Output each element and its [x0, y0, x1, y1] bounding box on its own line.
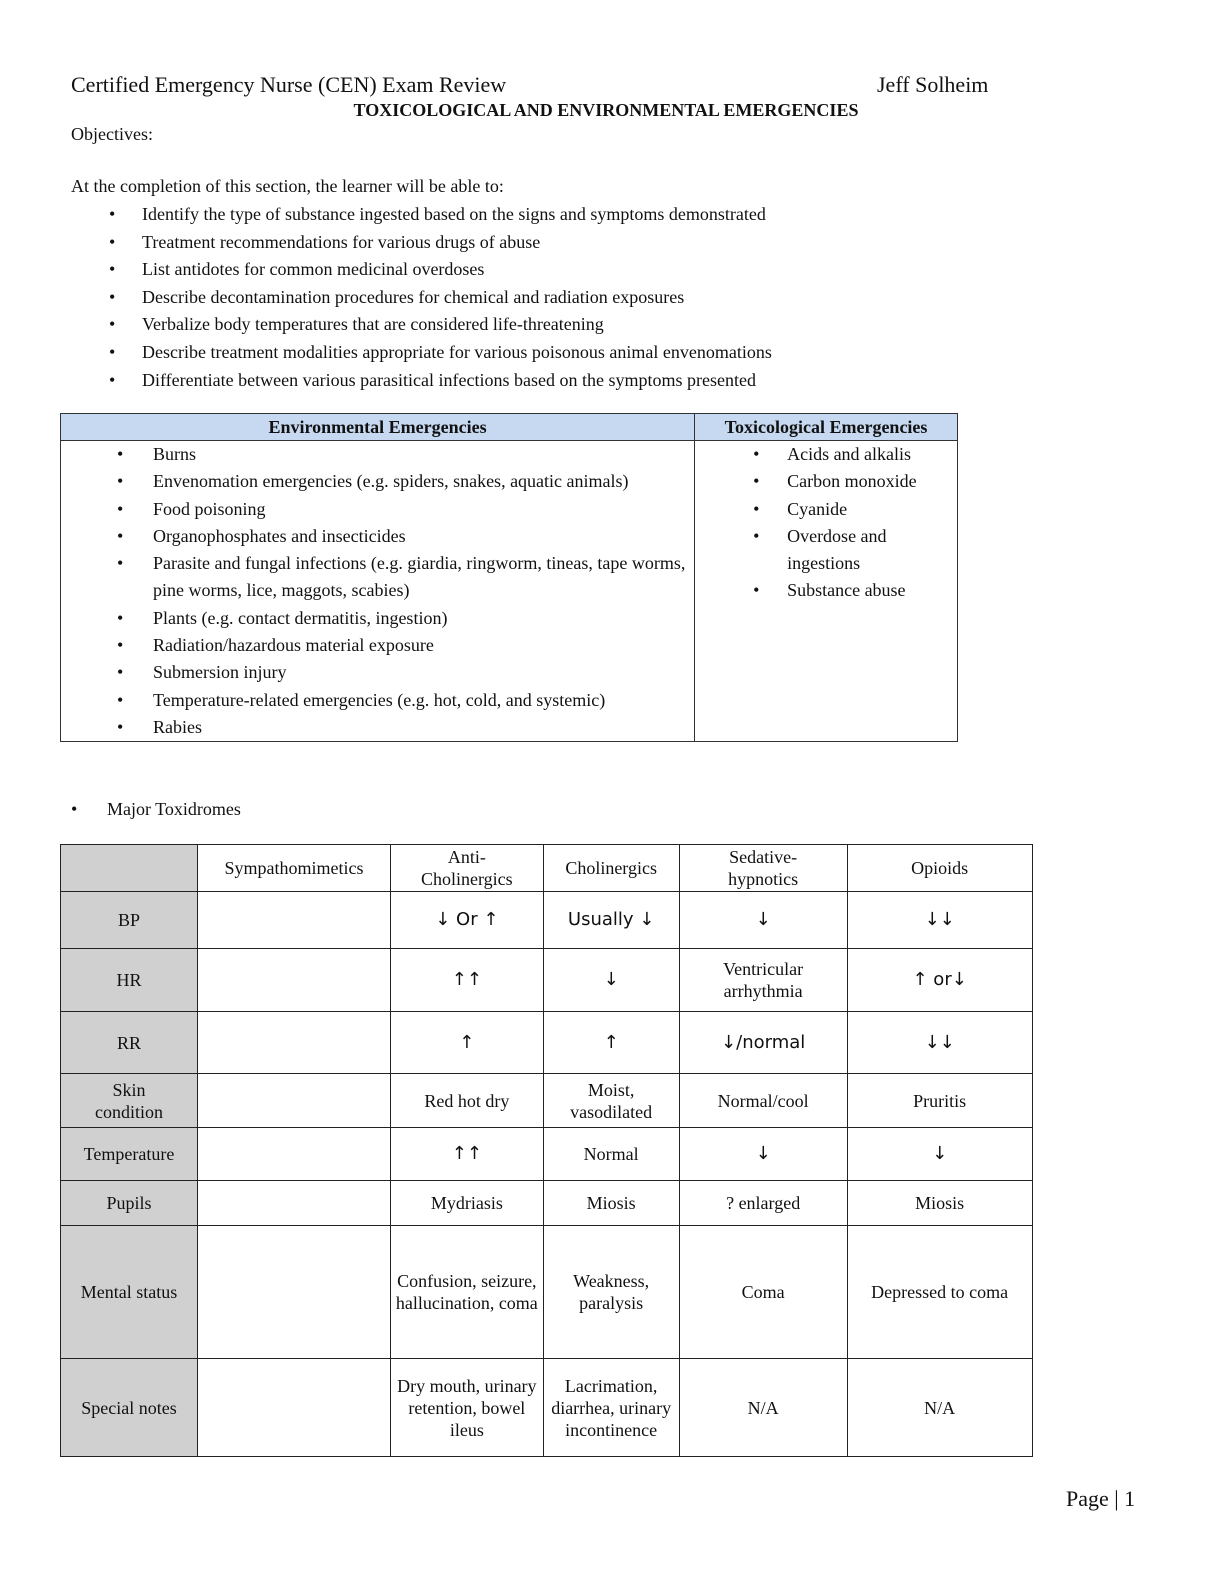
table-row — [61, 1012, 1033, 1074]
table-cell: ↑↑ — [391, 1128, 544, 1181]
table-cell: N/A — [679, 1359, 847, 1457]
tox-emergencies-cell — [695, 441, 958, 742]
major-toxidromes-label — [71, 799, 241, 820]
table-cell: N/A — [847, 1359, 1032, 1457]
table-cell — [198, 1074, 391, 1128]
table-cell: ↓ — [847, 1128, 1032, 1181]
env-emergency-item: • Temperature-related emergencies (e.g. hot, cold, and systemic) — [61, 687, 694, 714]
row-header: RR — [61, 1012, 198, 1074]
table-cell: ↓↓ — [847, 1012, 1032, 1074]
table-cell — [198, 1226, 391, 1359]
env-emergency-item: • Food poisoning — [61, 496, 694, 523]
objectives-heading: Objectives: — [71, 124, 153, 144]
tox-emergency-item: • Overdose and ingestions — [695, 523, 917, 578]
table-cell: ↑↑ — [391, 949, 544, 1012]
tox-emergency-item: • Acids and alkalis — [695, 441, 957, 468]
column-header: Sedative-hypnotics — [679, 845, 847, 892]
row-header: BP — [61, 892, 198, 949]
row-header: Pupils — [61, 1181, 198, 1226]
table-cell: Weakness, paralysis — [543, 1226, 679, 1359]
table-cell — [198, 892, 391, 949]
objectives-intro: At the completion of this section, the learner will be able to: — [71, 176, 504, 196]
table-cell: Miosis — [847, 1181, 1032, 1226]
objectives-list — [71, 201, 772, 394]
table-cell: ↓/normal — [679, 1012, 847, 1074]
table-cell — [198, 1181, 391, 1226]
env-emergencies-cell — [61, 441, 695, 742]
env-emergency-item: • Plants (e.g. contact dermatitis, ingestion) — [61, 605, 694, 632]
tox-emergency-item: • Substance abuse — [695, 577, 957, 604]
table-cell: Lacrimation, diarrhea, urinary incontinence — [543, 1359, 679, 1457]
section-title: TOXICOLOGICAL AND ENVIRONMENTAL EMERGENCIES — [353, 100, 859, 120]
env-emergency-item: • Radiation/hazardous material exposure — [61, 632, 694, 659]
row-header: Special notes — [61, 1359, 198, 1457]
table-cell: ↓ — [679, 1128, 847, 1181]
env-emergency-item: • Burns — [61, 441, 694, 468]
table-cell: ↓ Or ↑ — [391, 892, 544, 949]
table-cell: ↓ — [543, 949, 679, 1012]
objective-item: • Differentiate between various parasitical infections based on the symptoms presented — [71, 367, 772, 395]
env-emergency-item: • Submersion injury — [61, 659, 694, 686]
table-cell: ↑ or↓ — [847, 949, 1032, 1012]
objective-item: • Identify the type of substance ingested based on the signs and symptoms demonstrated — [71, 201, 772, 229]
table-cell: Depressed to coma — [847, 1226, 1032, 1359]
column-header: Cholinergics — [543, 845, 679, 892]
table-cell: Ventricular arrhythmia — [679, 949, 847, 1012]
objective-item: • Describe treatment modalities appropriate for various poisonous animal envenomations — [71, 339, 772, 367]
row-header: HR — [61, 949, 198, 1012]
table-cell: Pruritis — [847, 1074, 1032, 1128]
objective-item: • Describe decontamination procedures for chemical and radiation exposures — [71, 284, 772, 312]
major-toxidromes-text: Major Toxidromes — [107, 799, 241, 819]
table-cell: Dry mouth, urinary retention, bowel ileus — [391, 1359, 544, 1457]
tox-emergencies-list — [695, 441, 957, 605]
table-row — [61, 1074, 1033, 1128]
table-cell — [198, 1359, 391, 1457]
column-header: Sympathomimetics — [198, 845, 391, 892]
tox-emergencies-header: Toxicological Emergencies — [695, 414, 958, 441]
row-header: Skin condition — [61, 1074, 198, 1128]
objective-item: • Verbalize body temperatures that are considered life-threatening — [71, 311, 772, 339]
table-cell: ? enlarged — [679, 1181, 847, 1226]
tox-emergency-item: • Carbon monoxide — [695, 468, 957, 495]
table-corner — [61, 845, 198, 892]
emergencies-table — [60, 413, 958, 742]
row-header: Temperature — [61, 1128, 198, 1181]
table-row — [61, 1128, 1033, 1181]
course-title: Certified Emergency Nurse (CEN) Exam Review — [71, 72, 507, 97]
bullet-icon: • — [71, 799, 78, 819]
table-row — [61, 1226, 1033, 1359]
table-row — [61, 949, 1033, 1012]
table-cell: ↑ — [391, 1012, 544, 1074]
env-emergency-item: • Rabies — [61, 714, 694, 741]
table-row — [61, 892, 1033, 949]
env-emergency-item: • Organophosphates and insecticides — [61, 523, 694, 550]
table-cell: Miosis — [543, 1181, 679, 1226]
objective-item: • List antidotes for common medicinal overdoses — [71, 256, 772, 284]
table-cell: Normal — [543, 1128, 679, 1181]
table-cell — [198, 949, 391, 1012]
table-cell: ↓ — [679, 892, 847, 949]
toxidromes-table — [60, 844, 1033, 1457]
table-cell — [198, 1012, 391, 1074]
env-emergencies-list — [61, 441, 694, 741]
table-cell: ↑ — [543, 1012, 679, 1074]
table-cell: Normal/cool — [679, 1074, 847, 1128]
table-cell: Confusion, seizure, hallucination, coma — [391, 1226, 544, 1359]
page-number: Page | 1 — [1066, 1486, 1136, 1511]
column-header: Anti-Cholinergics — [391, 845, 544, 892]
row-header: Mental status — [61, 1226, 198, 1359]
objective-item: • Treatment recommendations for various drugs of abuse — [71, 229, 772, 257]
table-cell: Red hot dry — [391, 1074, 544, 1128]
table-cell: Mydriasis — [391, 1181, 544, 1226]
table-cell: Coma — [679, 1226, 847, 1359]
table-cell: ↓↓ — [847, 892, 1032, 949]
env-emergencies-header: Environmental Emergencies — [61, 414, 695, 441]
table-cell — [198, 1128, 391, 1181]
env-emergency-item: • Parasite and fungal infections (e.g. giardia, ringworm, tineas, tape worms, pine worms, lice, maggots, scabies) — [61, 550, 694, 605]
env-emergency-item: • Envenomation emergencies (e.g. spiders, snakes, aquatic animals) — [61, 468, 694, 495]
table-row — [61, 1359, 1033, 1457]
table-row — [61, 1181, 1033, 1226]
column-header: Opioids — [847, 845, 1032, 892]
table-cell: Usually ↓ — [543, 892, 679, 949]
author-name: Jeff Solheim — [877, 72, 989, 97]
tox-emergency-item: • Cyanide — [695, 496, 957, 523]
table-cell: Moist, vasodilated — [543, 1074, 679, 1128]
